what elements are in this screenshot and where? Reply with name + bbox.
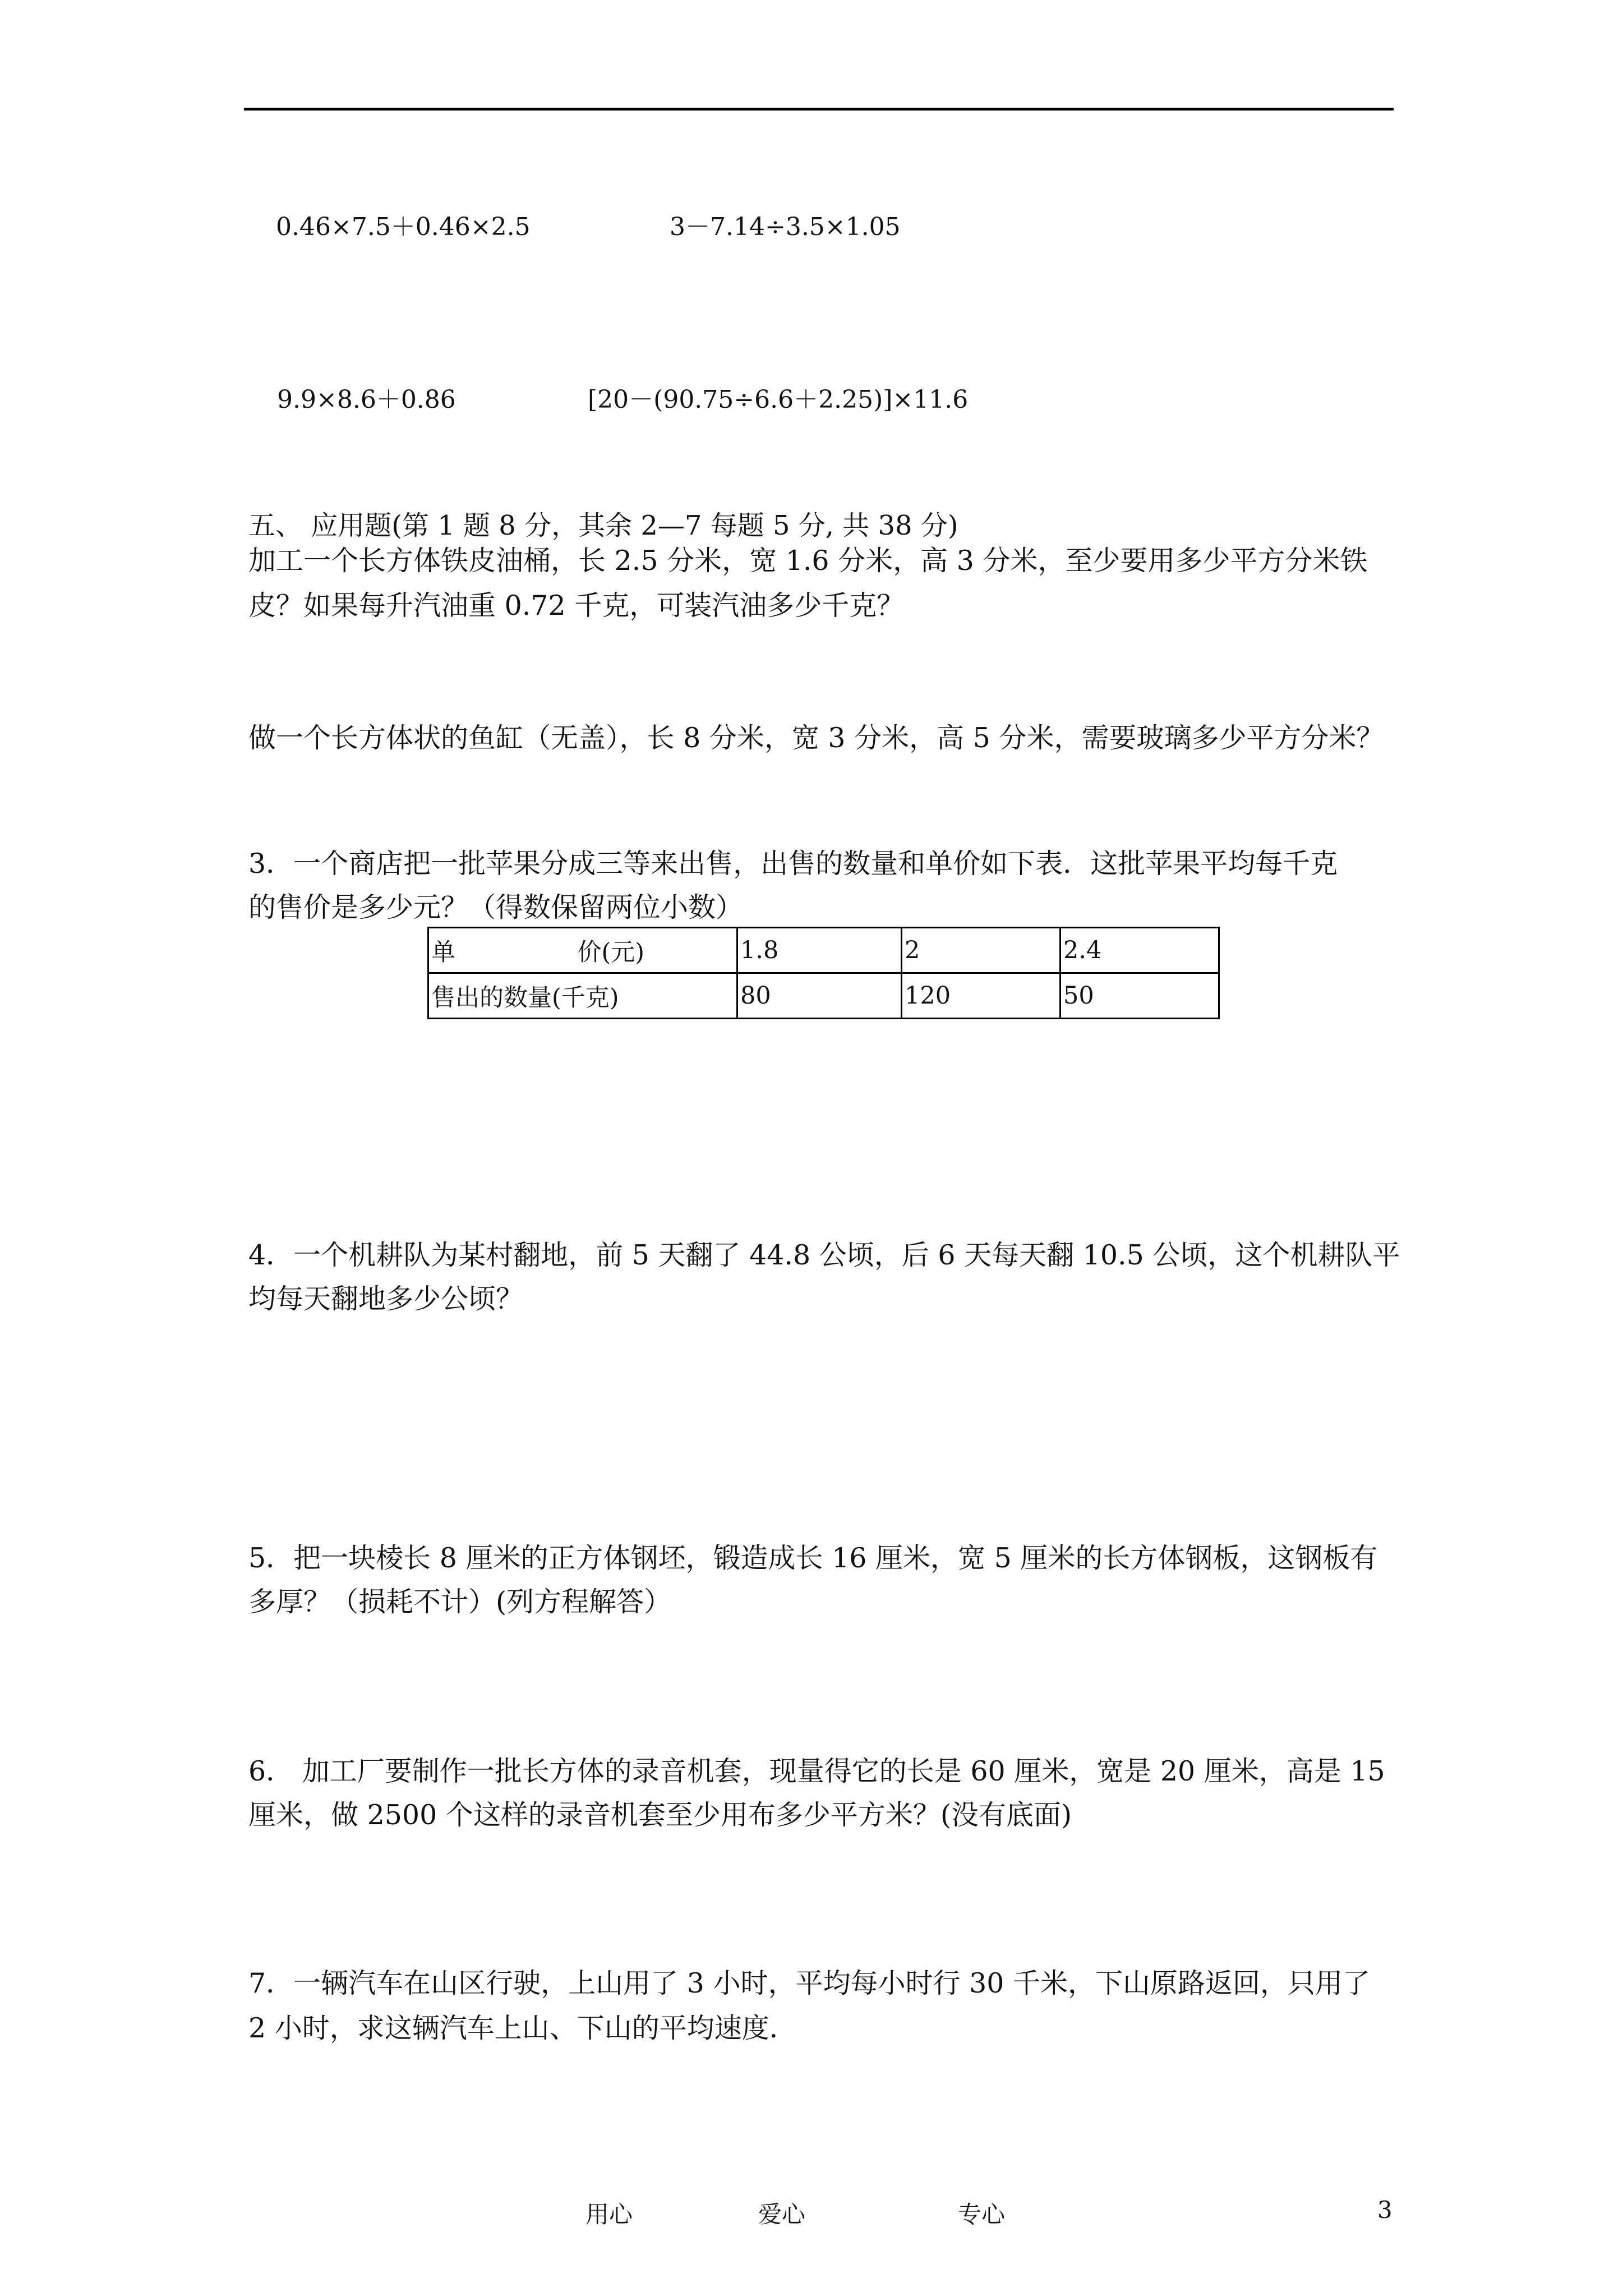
problem-3-line-1: 3．一个商店把一批苹果分成三等来出售，出售的数量和单价如下表．这批苹果平均每千克 bbox=[248, 848, 1338, 880]
header-rule bbox=[244, 108, 1394, 111]
table-row bbox=[428, 928, 1219, 973]
expression-4: [20－(90.75÷6.6＋2.25)]×11.6 bbox=[588, 385, 969, 414]
expression-2: 3－7.14÷3.5×1.05 bbox=[670, 213, 901, 241]
table-cell: 80 bbox=[737, 973, 902, 1019]
table-cell-label bbox=[428, 928, 737, 973]
footer-word-3: 专心 bbox=[958, 2201, 1006, 2228]
section-heading: 五、 应用题(第 1 题 8 分，其余 2—7 每题 5 分, 共 38 分) bbox=[248, 510, 958, 541]
problem-6-line-2: 厘米，做 2500 个这样的录音机套至少用布多少平方米？(没有底面) bbox=[248, 1799, 1072, 1831]
table-cell: 1.8 bbox=[737, 928, 902, 973]
problem-7-line-2: 2 小时，求这辆汽车上山、下山的平均速度． bbox=[248, 2012, 797, 2044]
problem-7-line-1: 7．一辆汽车在山区行驶，上山用了 3 小时，平均每小时行 30 千米，下山原路返回，只用了 bbox=[248, 1967, 1371, 1999]
table-cell-label: 售出的数量(千克) bbox=[428, 973, 737, 1019]
problem-1-line-2: 皮？如果每升汽油重 0.72 千克，可装汽油多少千克？ bbox=[248, 590, 905, 622]
problem-3-line-2: 的售价是多少元？（得数保留两位小数） bbox=[248, 891, 744, 923]
problem-1-line-1: 加工一个长方体铁皮油桶，长 2.5 分米，宽 1.6 分米，高 3 分米，至少要用多少平方分米铁 bbox=[248, 545, 1368, 577]
page-number: 3 bbox=[1377, 2196, 1393, 2224]
problem-4-line-2: 均每天翻地多少公顷？ bbox=[248, 1283, 524, 1315]
table-row bbox=[428, 973, 1219, 1019]
problem-4-line-1: 4．一个机耕队为某村翻地，前 5 天翻了 44.8 公顷，后 6 天每天翻 10.5 公顷，这个机耕队平 bbox=[248, 1239, 1400, 1271]
table-cell: 2.4 bbox=[1061, 928, 1219, 973]
footer-word-1: 用心 bbox=[585, 2201, 633, 2228]
problem-5-line-1: 5．把一块棱长 8 厘米的正方体钢坯，锻造成长 16 厘米，宽 5 厘米的长方体钢板，这钢板有 bbox=[248, 1542, 1378, 1574]
table-cell: 2 bbox=[902, 928, 1061, 973]
problem-5-line-2: 多厚？（损耗不计）(列方程解答） bbox=[248, 1586, 672, 1618]
table-label-part: 单 bbox=[431, 938, 455, 967]
table-label-part: 价(元) bbox=[577, 938, 644, 967]
expression-1: 0.46×7.5＋0.46×2.5 bbox=[276, 213, 531, 241]
table-cell: 50 bbox=[1061, 973, 1219, 1019]
footer-word-2: 爱心 bbox=[758, 2201, 806, 2228]
problem-2-line-1: 做一个长方体状的鱼缸（无盖），长 8 分米，宽 3 分米，高 5 分米，需要玻璃多少平方分米？ bbox=[248, 722, 1384, 754]
table-cell: 120 bbox=[902, 973, 1061, 1019]
expression-3: 9.9×8.6＋0.86 bbox=[277, 385, 456, 414]
problem-6-line-1: 6． 加工厂要制作一批长方体的录音机套，现量得它的长是 60 厘米，宽是 20 厘米，高是 15 bbox=[248, 1755, 1385, 1787]
price-quantity-table bbox=[427, 927, 1220, 1019]
